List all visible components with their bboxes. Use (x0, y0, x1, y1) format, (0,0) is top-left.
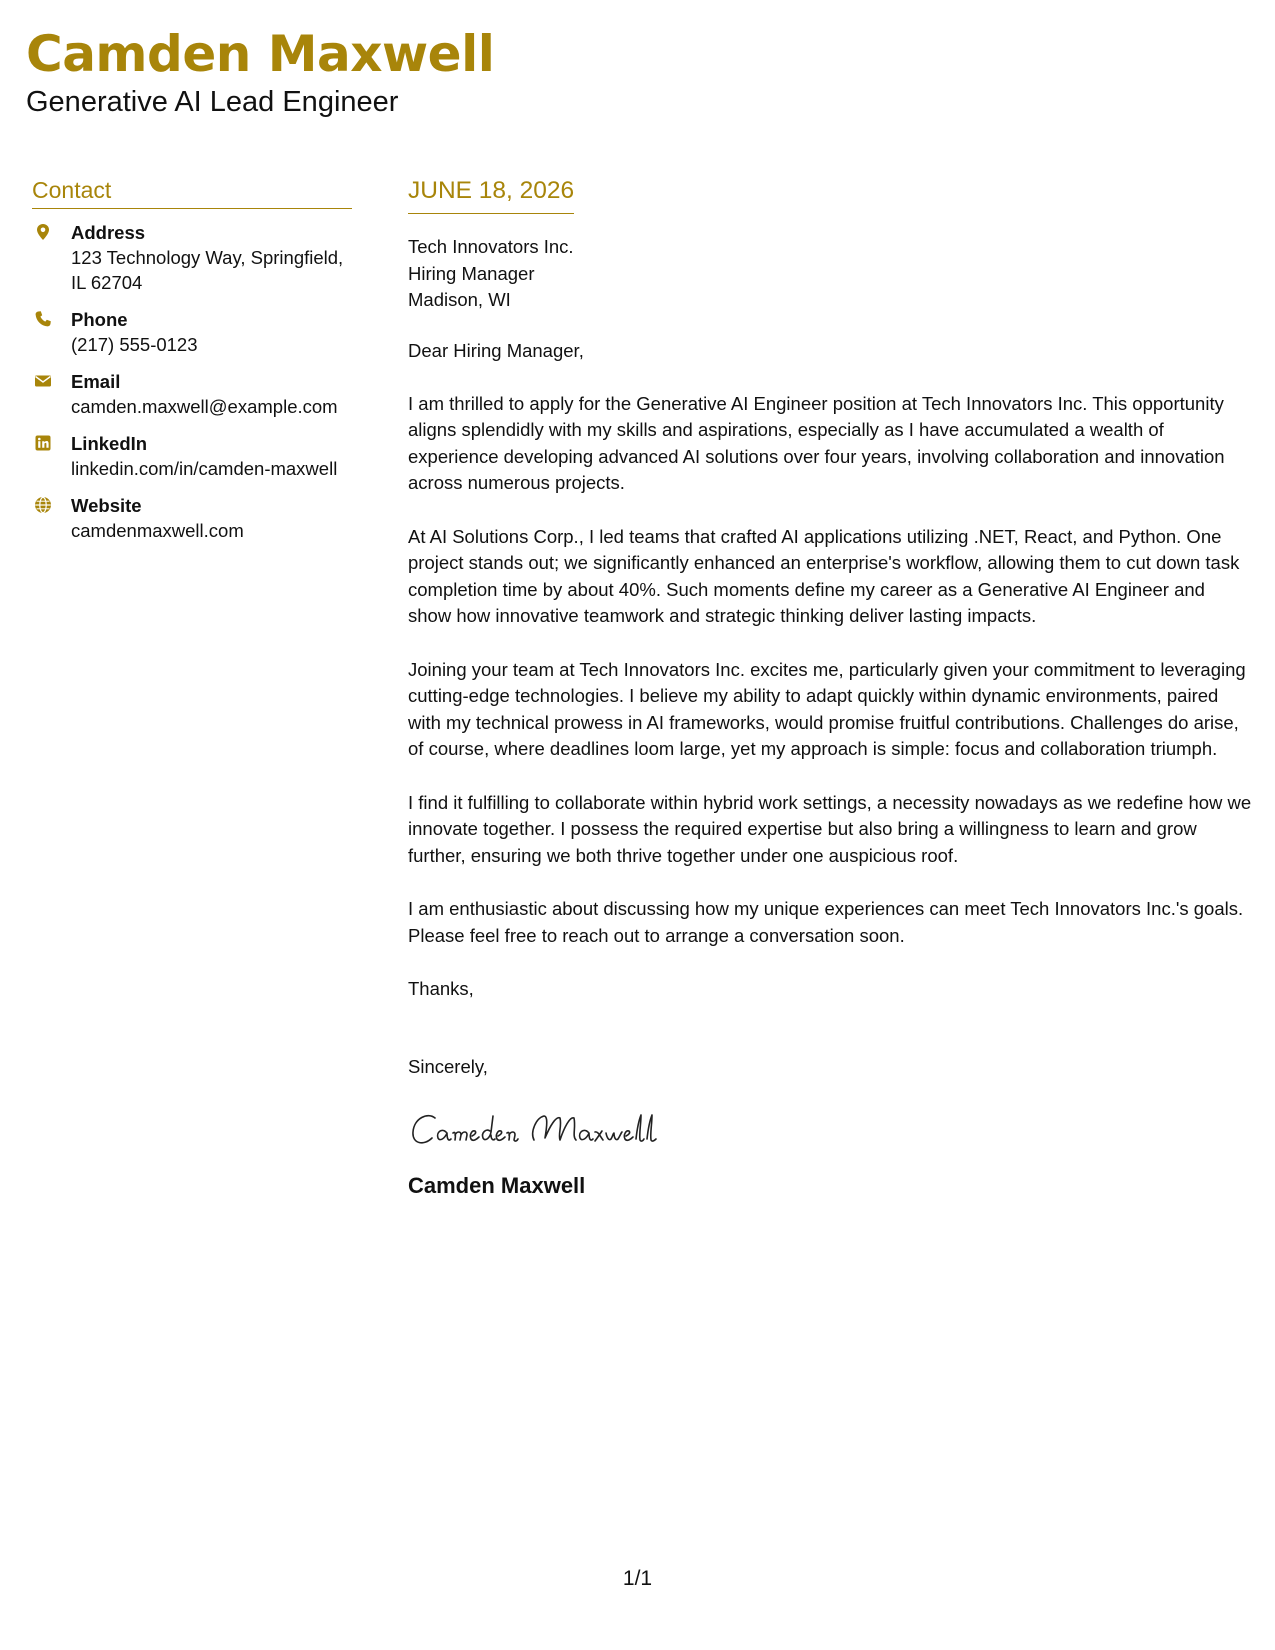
website-value: camdenmaxwell.com (71, 520, 244, 541)
contact-label: Address (71, 222, 146, 243)
salutation: Dear Hiring Manager, (408, 339, 584, 361)
recipient-location: Madison, WI (408, 289, 511, 310)
contact-item-linkedin (32, 432, 352, 481)
page-number: 1/1 (622, 1567, 653, 1590)
phone-icon (34, 310, 52, 328)
globe-icon (34, 496, 52, 514)
contact-label: LinkedIn (71, 433, 148, 454)
recipient-company: Tech Innovators Inc. (408, 236, 574, 257)
header (26, 26, 494, 120)
body-paragraph: Joining your team at Tech Innovators Inc. excites me, particularly given your commitment to leveraging cutting-edge technologies. I believe my ability to adapt quickly within dynamic environments, paired with my technical prowess in AI frameworks, would promise fruitful contributions. Challenges do arise, of course, where deadlines loom large, yet my approach is simple: focus and collaboration triumph. (408, 658, 1246, 759)
address-value: 123 Technology Way, Springfield, IL 62704 (71, 247, 344, 293)
contact-label: Email (71, 371, 121, 392)
contact-item-address (32, 221, 352, 295)
signature-image (408, 1102, 708, 1158)
closing-line: Sincerely, (408, 1056, 488, 1077)
contact-heading: Contact (32, 176, 352, 209)
contact-item-phone (32, 308, 352, 357)
linkedin-value: linkedin.com/in/camden-maxwell (71, 458, 338, 479)
letter-date: JUNE 18, 2026 (408, 176, 574, 214)
contact-sidebar (32, 176, 352, 556)
recipient-block (408, 234, 1253, 314)
map-pin-icon (34, 223, 52, 241)
email-value: camden.maxwell@example.com (71, 396, 338, 417)
body-paragraph: At AI Solutions Corp., I led teams that crafted AI applications utilizing .NET, React, and Python. One project stands out; we significantly enhanced an enterprise's workflow, allowing them to cut down task completion time by about 40%. Such moments define my career as a Generative AI Engineer and show how innovative teamwork and strategic thinking deliver lasting impacts. (408, 525, 1240, 626)
contact-item-email (32, 370, 352, 419)
contact-item-website (32, 494, 352, 543)
contact-list (32, 221, 352, 543)
job-title: Generative AI Lead Engineer (26, 86, 399, 118)
candidate-name: Camden Maxwell (26, 25, 495, 83)
signed-name: Camden Maxwell (408, 1173, 586, 1198)
thanks-line: Thanks, (408, 978, 474, 999)
body-paragraph: I am enthusiastic about discussing how my unique experiences can meet Tech Innovators Inc.'s goals. Please feel free to reach out to arrange a conversation soon. (408, 898, 1244, 946)
contact-label: Phone (71, 309, 128, 330)
body-paragraph: I am thrilled to apply for the Generative AI Engineer position at Tech Innovators Inc. This opportunity aligns splendidly with my skills and aspirations, especially as I have accumulated a wealth of experience developing advanced AI solutions over four years, involving collaboration and innovation across numerous projects. (408, 392, 1225, 493)
body-paragraph: I find it fulfilling to collaborate within hybrid work settings, a necessity nowadays as we redefine how we innovate together. I possess the required expertise but also bring a willingness to learn and grow further, ensuring we both thrive together under one auspicious roof. (408, 791, 1252, 866)
recipient-title: Hiring Manager (408, 262, 535, 284)
letter-body (408, 176, 1253, 1200)
linkedin-icon (34, 434, 52, 452)
phone-value: (217) 555-0123 (71, 334, 198, 355)
contact-label: Website (71, 495, 142, 516)
envelope-icon (34, 372, 52, 390)
